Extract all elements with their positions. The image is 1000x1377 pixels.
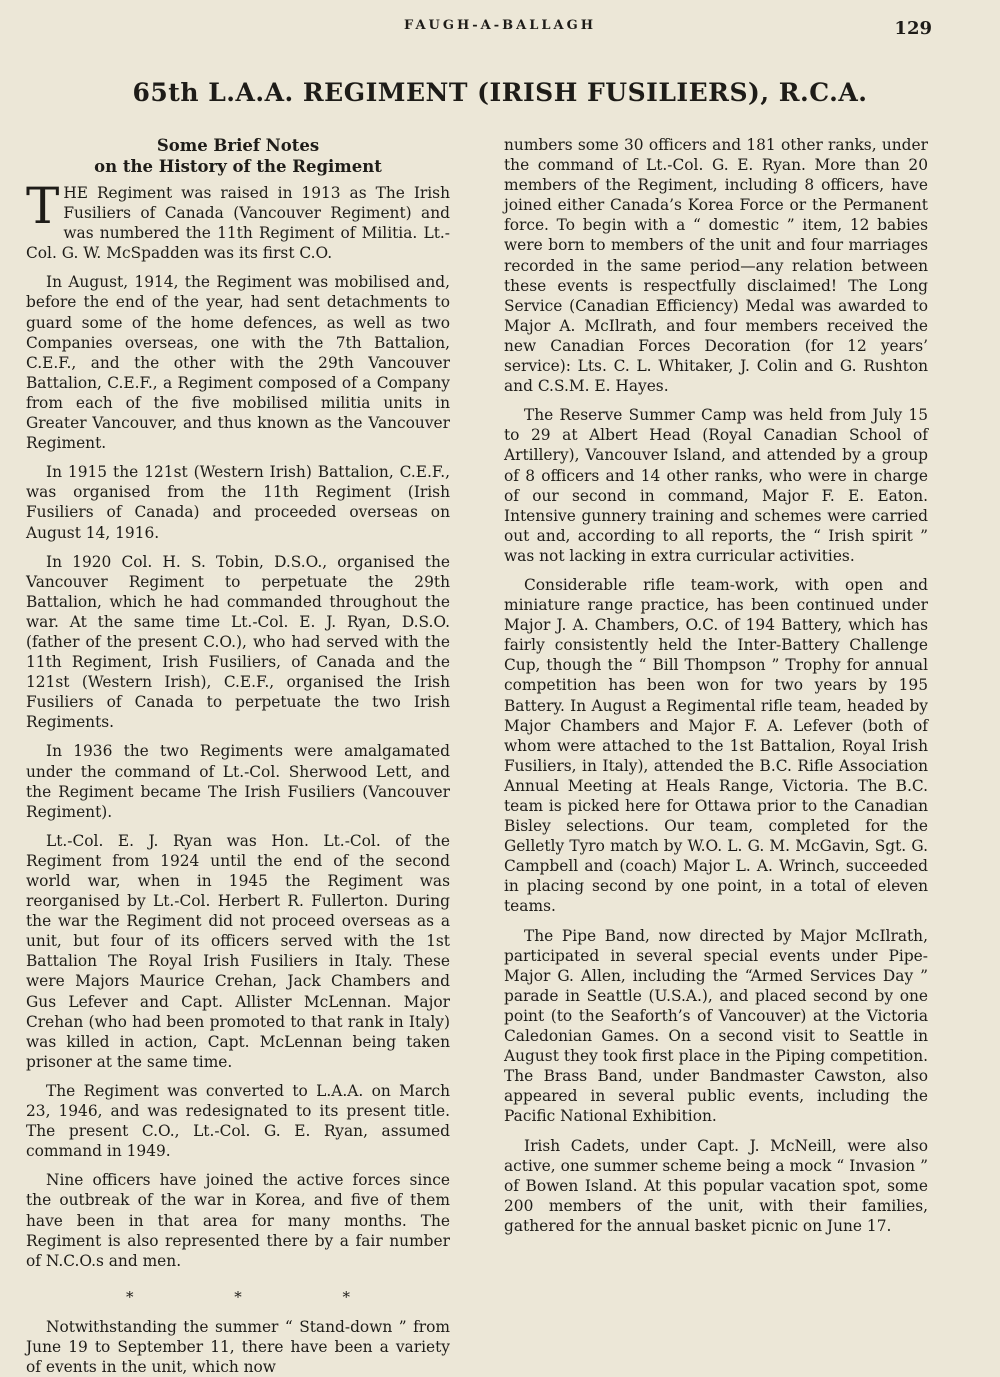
subheading-line-2: on the History of the Regiment (94, 157, 382, 176)
paragraph: Irish Cadets, under Capt. J. McNeill, were also active, one summer scheme being a mock “ Invasion ” of Bowen Island. At this popular vacation spot, some 200 members of the unit, with their families, gathered for the annual basket picnic on June 17. (504, 1136, 928, 1235)
paragraph: In 1920 Col. H. S. Tobin, D.S.O., organised the Vancouver Regiment to perpetuate the 29th Battalion, which he had commanded throughout the war. At the same time Lt.-Col. E. J. Ryan, D.S.O. (father of the present C.O.), who had served with the 11th Regiment, Irish Fusiliers, of Canada and the 121st (Western Irish), C.E.F., organised the Irish Fusiliers of Canada to perpetuate the two Irish Regiments. (26, 552, 450, 732)
page-number: 129 (894, 18, 932, 39)
right-column (504, 135, 928, 1236)
paragraph: The Regiment was converted to L.A.A. on March 23, 1946, and was redesignated to its present title. The present C.O., Lt.-Col. G. E. Ryan, assumed command in 1949. (26, 1081, 450, 1161)
running-head: FAUGH-A-BALLAGH (404, 18, 596, 33)
opening-paragraph (26, 177, 450, 263)
paragraph: In 1936 the two Regiments were amalgamated under the command of Lt.-Col. Sherwood Lett, and the Regiment became The Irish Fusiliers (Vancouver Regiment). (26, 742, 450, 821)
article-title: 65th L.A.A. REGIMENT (IRISH FUSILIERS), R.C.A. (132, 78, 868, 107)
paragraph: Nine officers have joined the active forces since the outbreak of the war in Korea, and five of them have been in that area for many months. The Regiment is also represented there by a fair number of N.C.O.s and men. (26, 1171, 450, 1270)
drop-cap: T (26, 177, 60, 235)
section-separator: * * * (125, 1287, 399, 1306)
paragraph: Considerable rifle team-work, with open and miniature range practice, has been continued under Major J. A. Chambers, O.C. of 194 Battery, which has fairly consistently held the Inter-Battery Challenge Cup, though the “ Bill Thompson ” Trophy for annual competition has been won for two years by 195 Battery. In August a Regimental rifle team, headed by Major Chambers and Major F. A. Lefever (both of whom were attached to the 1st Battalion, Royal Irish Fusiliers, in Italy), attended the B.C. Rifle Association Annual Meeting at Heals Range, Victoria. The B.C. team is picked here for Ottawa prior to the Canadian Bisley selections. Our team, completed for the Gelletly Tyro match by W.O. L. G. M. McGavin, Sgt. G. Campbell and (coach) Major L. A. Wrinch, succeeded in placing second by one point, in a total of eleven teams. (504, 575, 928, 916)
paragraph: The Pipe Band, now directed by Major McIlrath, participated in several special events under Pipe-Major G. Allen, including the “Armed Services Day ” parade in Seattle (U.S.A.), and placed second by one point (to the Seaforth’s of Vancouver) at the Victoria Caledonian Games. On a second visit to Seattle in August they took first place in the Piping competition. The Brass Band, under Bandmaster Cawston, also appeared in several public events, including the Pacific National Exhibition. (504, 926, 928, 1126)
paragraph: Notwithstanding the summer “ Stand-down ” from June 19 to September 11, there have been a variety of events in the unit, which now (26, 1317, 450, 1377)
continuation-paragraph: numbers some 30 officers and 181 other ranks, under the command of Lt.-Col. G. E. Ryan. More than 20 members of the Regiment, including 8 officers, have joined either Canada’s Korea Force or the Permanent force. To begin with a “ domestic ” item, 12 babies were born to members of the unit and four marriages recorded in the same period—any relation between these events is respectfully disclaimed! The Long Service (Canadian Efficiency) Medal was awarded to Major A. McIlrath, and four members received the new Canadian Forces Decoration (for 12 years’ service): Lts. C. L. Whitaker, J. Colin and G. Rushton and C.S.M. E. Hayes. (504, 136, 928, 396)
opening-paragraph-text: HE Regiment was raised in 1913 as The Irish Fusiliers of Canada (Vancouver Regiment) and was numbered the 11th Regiment of Militia. Lt.-Col. G. W. McSpadden was its first C.O. (26, 184, 450, 263)
section-subheading (26, 135, 450, 177)
paragraph: In 1915 the 121st (Western Irish) Battalion, C.E.F., was organised from the 11th Regiment (Irish Fusiliers of Canada) and proceeded overseas on August 14, 1916. (26, 463, 450, 542)
paragraph: The Reserve Summer Camp was held from July 15 to 29 at Albert Head (Royal Canadian School of Artillery), Vancouver Island, and attended by a group of 8 officers and 14 other ranks, who were in charge of our second in command, Major F. E. Eaton. Intensive gunnery training and schemes were carried out and, according to all reports, the “ Irish spirit ” was not lacking in extra curricular activities. (504, 406, 928, 565)
paragraph: Lt.-Col. E. J. Ryan was Hon. Lt.-Col. of the Regiment from 1924 until the end of the second world war, when in 1945 the Regiment was reorganised by Lt.-Col. Herbert R. Fullerton. During the war the Regiment did not proceed overseas as a unit, but four of its officers served with the 1st Battalion The Royal Irish Fusiliers in Italy. These were Majors Maurice Crehan, Jack Chambers and Gus Lefever and Capt. Allister McLennan. Major Crehan (who had been promoted to that rank in Italy) was killed in action, Capt. McLennan being taken prisoner at the same time. (26, 831, 450, 1071)
paragraph: In August, 1914, the Regiment was mobilised and, before the end of the year, had sent detachments to guard some of the home defences, as well as two Companies overseas, one with the 7th Battalion, C.E.F., and the other with the 29th Vancouver Battalion, C.E.F., a Regiment composed of a Company from each of the five mobilised militia units in Greater Vancouver, and thus known as the Vancouver Regiment. (26, 273, 450, 453)
subheading-line-1: Some Brief Notes (156, 136, 320, 155)
left-column (26, 135, 450, 1377)
